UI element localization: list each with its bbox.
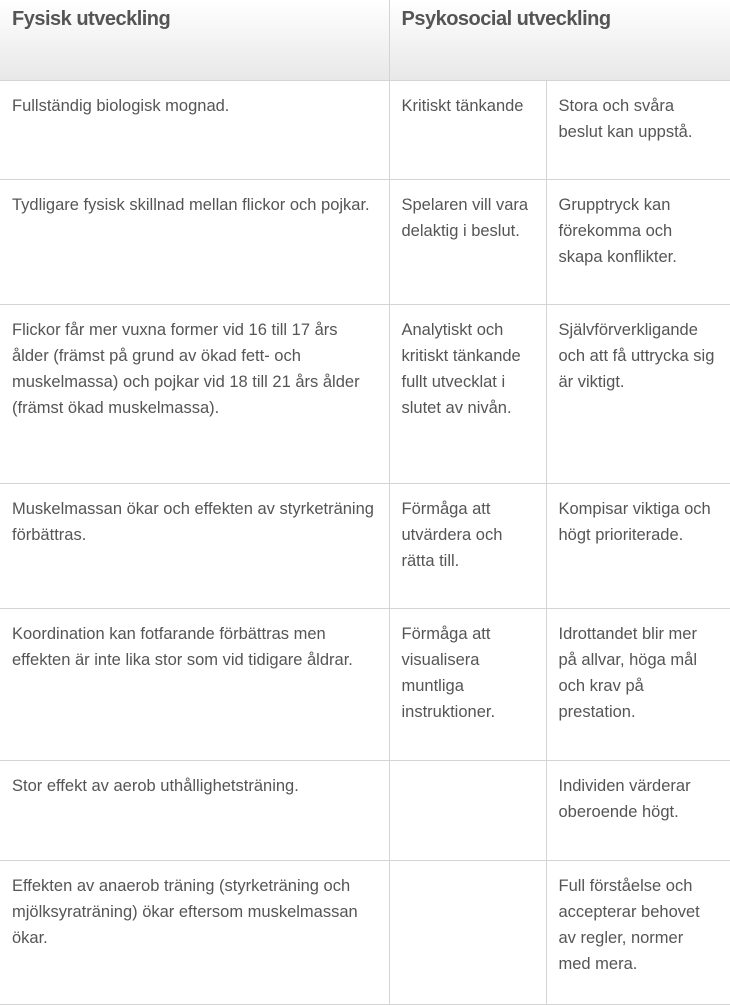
cell-psychosocial-2: Individen värderar oberoende högt. — [546, 761, 730, 861]
cell-physical: Muskelmassan ökar och effekten av styrketräning förbättras. — [0, 484, 389, 609]
cell-psychosocial-2: Kompisar viktiga och högt prioriterade. — [546, 484, 730, 609]
cell-psychosocial-2: Idrottandet blir mer på allvar, höga mål och krav på prestation. — [546, 609, 730, 761]
cell-physical: Koordination kan fotfarande förbättras men effekten är inte lika stor som vid tidigare åldrar. — [0, 609, 389, 761]
cell-psychosocial-2: Självförverkligande och att få uttrycka sig är viktigt. — [546, 305, 730, 484]
header-psychosocial: Psykosocial utveckling — [389, 0, 730, 81]
cell-psychosocial-1: Kritiskt tänkande — [389, 81, 546, 180]
cell-physical: Tydligare fysisk skillnad mellan flickor och pojkar. — [0, 180, 389, 305]
table-row — [0, 761, 730, 861]
cell-psychosocial-1: Förmåga att visualisera muntliga instruktioner. — [389, 609, 546, 761]
cell-psychosocial-1: Analytiskt och kritiskt tänkande fullt utvecklat i slutet av nivån. — [389, 305, 546, 484]
cell-psychosocial-1: Spelaren vill vara delaktig i beslut. — [389, 180, 546, 305]
cell-psychosocial-1 — [389, 861, 546, 1005]
table-row — [0, 861, 730, 1005]
cell-physical: Stor effekt av aerob uthållighetsträning. — [0, 761, 389, 861]
cell-psychosocial-2: Grupptryck kan förekomma och skapa konflikter. — [546, 180, 730, 305]
cell-psychosocial-2: Stora och svåra beslut kan uppstå. — [546, 81, 730, 180]
table-row — [0, 484, 730, 609]
table-row — [0, 609, 730, 761]
cell-physical: Effekten av anaerob träning (styrketräning och mjölksyraträning) ökar eftersom muskelmassan ökar. — [0, 861, 389, 1005]
cell-psychosocial-2: Full förståelse och accepterar behovet av regler, normer med mera. — [546, 861, 730, 1005]
table-row — [0, 81, 730, 180]
cell-psychosocial-1 — [389, 761, 546, 861]
header-physical: Fysisk utveckling — [0, 0, 389, 81]
cell-physical: Fullständig biologisk mognad. — [0, 81, 389, 180]
cell-psychosocial-1: Förmåga att utvärdera och rätta till. — [389, 484, 546, 609]
table-row — [0, 305, 730, 484]
header-row — [0, 0, 730, 81]
cell-physical: Flickor får mer vuxna former vid 16 till 17 års ålder (främst på grund av ökad fett- och muskelmassa) och pojkar vid 18 till 21 års ålder (främst ökad muskelmassa). — [0, 305, 389, 484]
table-row — [0, 180, 730, 305]
